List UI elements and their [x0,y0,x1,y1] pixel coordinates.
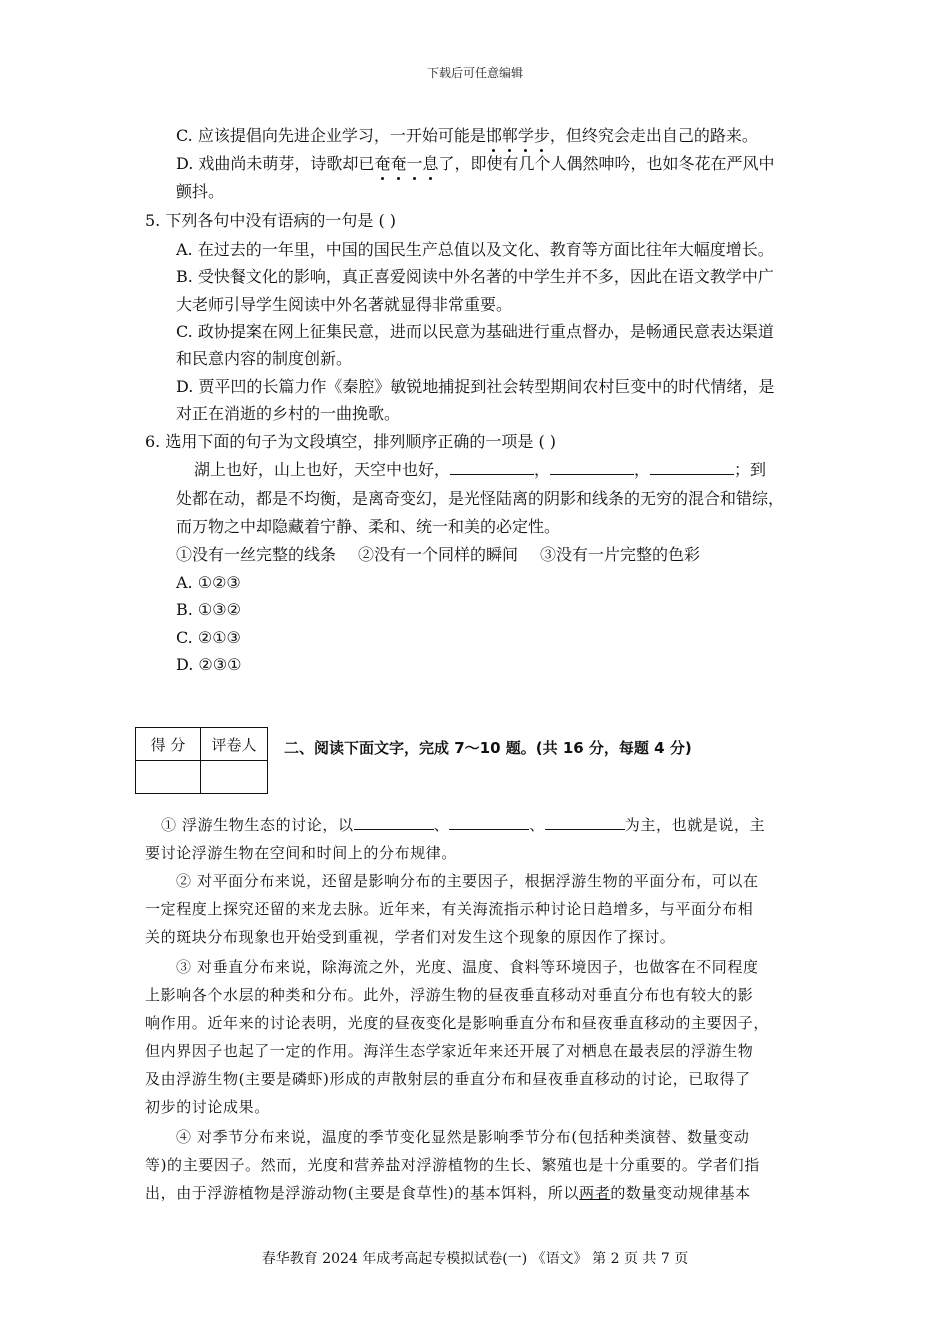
q5-option-c: C. 政协提案在网上征集民意，进而以民意为基础进行重点督办，是畅通民意表达渠道 [176,322,774,341]
emphasis-dot-char: 步 [533,126,550,145]
passage-p3-line6: 初步的讨论成果。 [145,1098,270,1116]
q5-option-c-cont: 和民意内容的制度创新。 [176,349,353,368]
passage-p1-line2: 要讨论浮游生物在空间和时间上的分布规律。 [145,844,458,862]
q5-option-d-cont: 对正在消逝的乡村的一曲挽歌。 [176,404,401,423]
q4-option-c: C. 应该提倡向先进企业学习，一开始可能是邯郸学步，但终究会走出自己的路来。 [176,126,758,145]
passage-p3-line3: 响作用。近年来的讨论表明，光度的昼夜变化是影响垂直分布和昼夜垂直移动的主要因子， [145,1014,770,1032]
q6-paragraph-line2: 处都在动，都是不均衡，是离奇变幻，是光怪陆离的阴影和线条的无穷的混合和错综， [176,489,785,508]
q6-option-a: A. ①②③ [176,573,241,592]
passage-p2-line3: 关的斑块分布现象也开始受到重视，学者们对发生这个现象的原因作了探讨。 [145,928,676,946]
q6-option-d: D. ②③① [176,655,242,674]
section-title: 二、阅读下面文字，完成 7～10 题。(共 16 分，每题 4 分) [284,739,692,757]
score-table [135,727,268,794]
q6-blank-3 [650,460,734,475]
q6-paragraph-line1: 湖上也好，山上也好，天空中也好， ， ， ；到 [194,460,767,479]
passage-p3-line2: 上影响各个水层的种类和分布。此外，浮游生物的昼夜垂直移动对垂直分布也有较大的影 [145,986,754,1004]
emphasis-dot-char: 邯 [485,126,502,145]
q6-sentence-options [176,545,700,565]
q5-option-b: B. 受快餐文化的影响，真正喜爱阅读中外名著的中学生并不多，因此在语文教学中广 [176,267,774,286]
passage-p4-line3: 出，由于浮游植物是浮游动物(主要是食草性)的基本饵料，所以两者的数量变动规律基本 [145,1184,751,1202]
emphasis-dot-char: 奄 [390,154,407,173]
underlined-term: 两者 [579,1184,611,1202]
emphasis-dot-char: 学 [517,126,534,145]
q5-option-b-cont: 大老师引导学生阅读中外名著就显得非常重要。 [176,295,513,314]
q5-stem: 5. 下列各句中没有语病的一句是 ( ) [145,211,397,230]
q4-option-d-dotted [374,154,438,173]
emphasis-dot-char: 一 [406,154,423,173]
emphasis-dot-char: 奄 [374,154,391,173]
q5-option-a: A. 在过去的一年里，中国的国民生产总值以及文化、教育等方面比往年大幅度增长。 [176,240,774,259]
q6-sentence-2: ②没有一个同样的瞬间 [358,545,519,564]
passage-blank-2 [449,815,529,830]
passage-p4-line1: ④ 对季节分布来说，温度的季节变化显然是影响季节分布(包括种类演替、数量变动 [176,1128,750,1146]
passage-p2-line2: 一定程度上探究还留的来龙去脉。近年来，有关海流指示种讨论日趋增多，与平面分布相 [145,900,754,918]
q6-option-b: B. ①③② [176,600,241,619]
q6-stem: 6. 选用下面的句子为文段填空，排列顺序正确的一项是 ( ) [145,432,557,451]
grader-header: 评卷人 [201,728,268,761]
emphasis-dot-char: 息 [422,154,439,173]
q5-option-d: D. 贾平凹的长篇力作《秦腔》敏锐地捕捉到社会转型期间农村巨变中的时代情绪，是 [176,377,775,396]
passage-p3-line1: ③ 对垂直分布来说，除海流之外，光度、温度、食料等环境因子，也做客在不同程度 [176,958,759,976]
q6-blank-2 [550,460,634,475]
passage-p4-line2: 等)的主要因子。然而，光度和营养盐对浮游植物的生长、繁殖也是十分重要的。学者们指 [145,1156,760,1174]
passage-p3-line5: 及由浮游生物(主要是磷虾)形成的声散射层的垂直分布和昼夜垂直移动的讨论，已取得了 [145,1070,751,1088]
q6-option-c: C. ②①③ [176,628,241,647]
score-cell [136,761,201,794]
passage-p3-line4: 但内界因子也起了一定的作用。海洋生态学家近年来还开展了对栖息在最表层的浮游生物 [145,1042,754,1060]
q4-option-c-dotted [486,126,550,145]
q6-blank-1 [450,460,534,475]
header-note: 下载后可任意编辑 [426,66,523,80]
q6-paragraph-line3: 而万物之中却隐藏着宁静、柔和、统一和美的必定性。 [176,517,561,536]
q6-sentence-3: ③没有一片完整的色彩 [540,545,701,564]
q4-option-d-cont: 颤抖。 [176,182,225,201]
q4-option-d: D. 戏曲尚未萌芽，诗歌却已奄奄一息了，即使有几个人偶然呻吟，也如冬花在严风中 [176,154,775,173]
score-header: 得 分 [136,728,201,761]
passage-blank-3 [545,815,625,830]
passage-blank-1 [354,815,434,830]
emphasis-dot-char: 郸 [501,126,518,145]
grader-cell [201,761,268,794]
page-footer: 春华教育 2024 年成考高起专模拟试卷(一) 《语文》 第 2 页 共 7 页 [261,1251,689,1267]
passage-p2-line1: ② 对平面分布来说，还留是影响分布的主要因子，根据浮游生物的平面分布，可以在 [176,872,759,890]
q6-sentence-1: ①没有一丝完整的线条 [176,545,337,564]
passage-p1-line1: ① 浮游生物生态的讨论，以 、 、 为主，也就是说，主 [161,816,766,834]
